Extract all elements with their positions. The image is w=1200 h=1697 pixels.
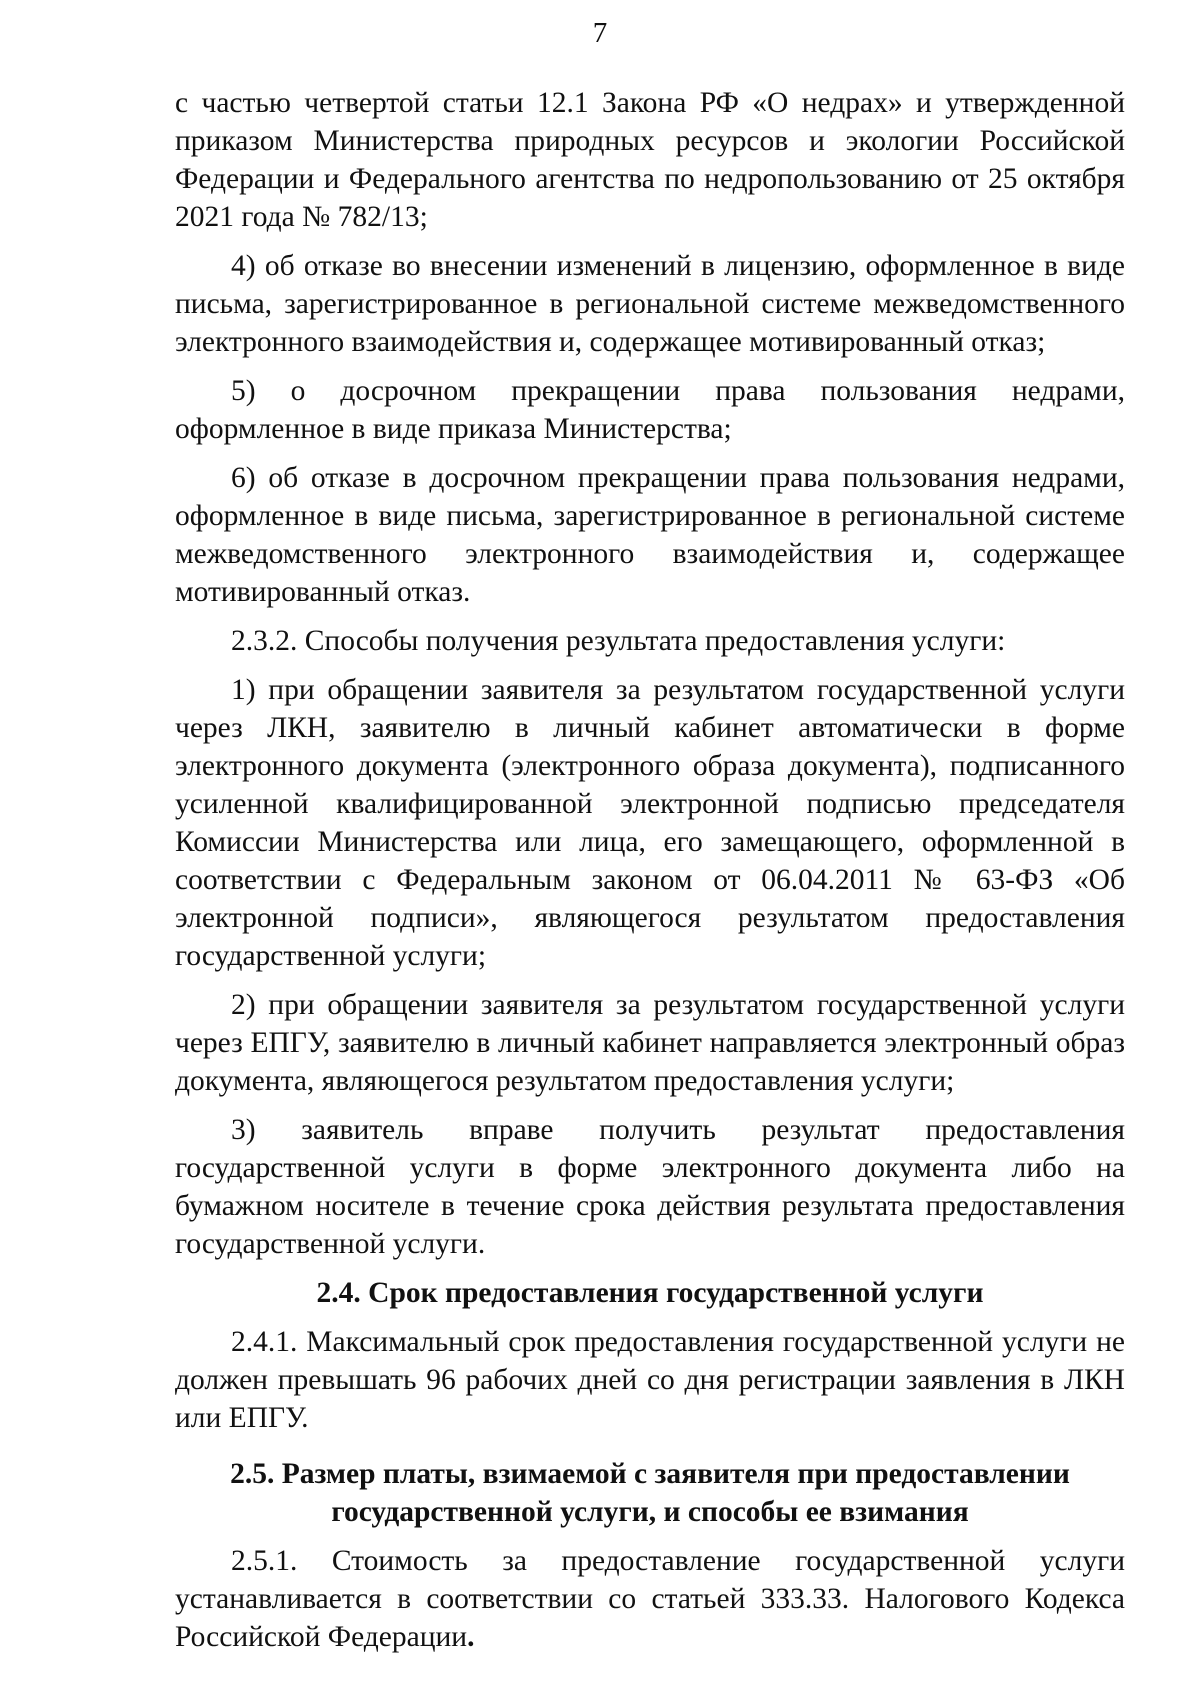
paragraph-item-4: 4) об отказе во внесении изменений в лицензию, оформленное в виде письма, зарегистрированное в региональной системе межведомственного электронного взаимодействия и, содержащее мотивированный отказ; (175, 250, 1125, 358)
paragraph-method-2: 2) при обращении заявителя за результатом государственной услуги через ЕПГУ, заявителю в личный кабинет направляется электронный образ документа, являющегося результатом предоставления услуги; (175, 989, 1125, 1097)
section-heading-2-5: 2.5. Размер платы, взимаемой с заявителя при предоставлении государственной услуги, и способы ее взимания (230, 1458, 1070, 1528)
paragraph-2-4-1: 2.4.1. Максимальный срок предоставления государственной услуги не должен превышать 96 рабочих дней со дня регистрации заявления в ЛКН или ЕПГУ. (175, 1326, 1125, 1434)
paragraph-method-1: 1) при обращении заявителя за результатом государственной услуги через ЛКН, заявителю в личный кабинет автоматически в форме электронного документа (электронного образа документа), подписанного усиленной квалифицированной электронной подписью председателя Комиссии Министерства или лица, его замещающего, оформленной в соответствии с Федеральным законом от 06.04.2011 № 63-ФЗ «Об электронной подписи», являющегося результатом предоставления государственной услуги; (175, 674, 1125, 972)
paragraph-item-6: 6) об отказе в досрочном прекращении права пользования недрами, оформленное в виде письма, зарегистрированное в региональной системе межведомственного электронного взаимодействия и, содержащее мотивированный отказ. (175, 462, 1125, 608)
paragraph-2-5-1-end: . (467, 1621, 475, 1653)
page-number: 7 (592, 17, 608, 49)
paragraph-continuation: с частью четвертой статьи 12.1 Закона РФ «О недрах» и утвержденной приказом Министерства природных ресурсов и экологии Российской Федерации и Федерального агентства по недропользованию от 25 октября 2021 года № 782/13; (175, 87, 1125, 233)
document-body (175, 84, 1125, 1667)
paragraph-2-5-1-text: 2.5.1. Стоимость за предоставление государственной услуги устанавливается в соответствии со статьей 333.33. Налогового Кодекса Российской Федерации (175, 1545, 1125, 1653)
section-heading-2-4: 2.4. Срок предоставления государственной услуги (316, 1277, 984, 1309)
paragraph-2-5-1 (175, 1542, 1125, 1656)
paragraph-2-3-2: 2.3.2. Способы получения результата предоставления услуги: (231, 625, 1006, 657)
paragraph-method-3: 3) заявитель вправе получить результат предоставления государственной услуги в форме электронного документа либо на бумажном носителе в течение срока действия результата предоставления государственной услуги. (175, 1114, 1125, 1260)
paragraph-item-5: 5) о досрочном прекращении права пользования недрами, оформленное в виде приказа Министерства; (175, 375, 1125, 445)
